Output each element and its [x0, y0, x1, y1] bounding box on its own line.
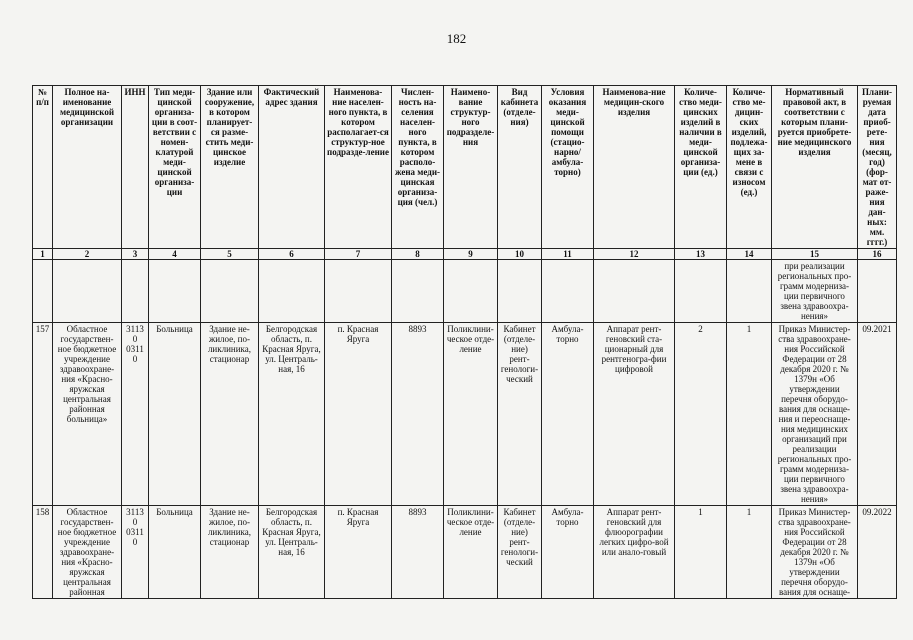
table-cell — [325, 260, 392, 323]
header-cell-qty-available: Количе-ство меди-цинских изделий в наличии в меди-цинской организа-ции (ед.) — [675, 86, 727, 249]
header-cell-date: Плани-руемая дата приоб-рете-ния (месяц, год) (фор-мат от-раже-ния дан-ных: мм. гггг.) — [858, 86, 897, 249]
table-cell — [392, 260, 444, 323]
column-number: 16 — [858, 249, 897, 260]
address-cell: Белгородская область, п. Красная Яруга, ул. Централь-ная, 16 — [259, 506, 325, 599]
cabinet-cell: Кабинет (отделе-ние) рент-генологи-ческий — [498, 506, 542, 599]
device-cell: Аппарат рент-геновский ста-ционарный для рентгеногра-фии цифровой — [594, 323, 675, 506]
table-cell — [727, 260, 772, 323]
conditions-cell: Амбула-торно — [542, 506, 594, 599]
table-cell — [259, 260, 325, 323]
column-number: 15 — [772, 249, 858, 260]
table-row — [33, 323, 897, 506]
header-cell-conditions: Условия оказания меди-цинской помощи (стацио-нарно/ амбула-торно) — [542, 86, 594, 249]
table-cell — [122, 260, 149, 323]
org-name-cell: Областное государствен-ное бюджетное учреждение здравоохране-ния «Красно-яружская центральная районная больница» — [53, 323, 122, 506]
table-cell — [33, 260, 53, 323]
column-number: 5 — [201, 249, 259, 260]
qty-available-cell: 1 — [675, 506, 727, 599]
row-number: 158 — [33, 506, 53, 599]
column-number: 12 — [594, 249, 675, 260]
table-cell — [201, 260, 259, 323]
table-cell — [444, 260, 498, 323]
settlement-cell: п. Красная Яруга — [325, 323, 392, 506]
inn-cell: 31130 03110 — [122, 323, 149, 506]
inn-cell: 31130 03110 — [122, 506, 149, 599]
header-cell-population: Числен-ность на-селения населен-ного пункта, в котором располо-жена меди-цинская организа-ция (чел.) — [392, 86, 444, 249]
table-cell — [594, 260, 675, 323]
column-number: 6 — [259, 249, 325, 260]
table-cell — [53, 260, 122, 323]
date-cell: 09.2022 — [858, 506, 897, 599]
population-cell: 8893 — [392, 323, 444, 506]
header-cell-building: Здание или сооружение, в котором планирует-ся разме-стить меди-цинское изделие — [201, 86, 259, 249]
header-cell-address: Фактический адрес здания — [259, 86, 325, 249]
qty-replace-cell: 1 — [727, 506, 772, 599]
qty-available-cell: 2 — [675, 323, 727, 506]
conditions-cell: Амбула-торно — [542, 323, 594, 506]
org-type-cell: Больница — [149, 506, 201, 599]
column-number: 11 — [542, 249, 594, 260]
row-number: 157 — [33, 323, 53, 506]
header-cell-qty-replace: Количе-ство ме-дицин-ских изделий, подлежа-щих за-мене в связи с износом (ед.) — [727, 86, 772, 249]
subdivision-cell: Поликлини-ческое отде-ление — [444, 506, 498, 599]
page-number: 182 — [446, 31, 467, 46]
header-cell-num: № п/п — [33, 86, 53, 249]
subdivision-cell: Поликлини-ческое отде-ление — [444, 323, 498, 506]
org-type-cell: Больница — [149, 323, 201, 506]
header-cell-subdivision: Наимено-вание структур-ного подразделе-ния — [444, 86, 498, 249]
header-cell-org: Полное на-именование медицинской организации — [53, 86, 122, 249]
header-cell-cabinet: Вид кабинета (отделе-ния) — [498, 86, 542, 249]
address-cell: Белгородская область, п. Красная Яруга, ул. Централь-ная, 16 — [259, 323, 325, 506]
column-number: 13 — [675, 249, 727, 260]
table-cell — [149, 260, 201, 323]
column-number-row — [33, 249, 897, 260]
settlement-cell: п. Красная Яруга — [325, 506, 392, 599]
date-cell: 09.2021 — [858, 323, 897, 506]
building-cell: Здание не-жилое, по-ликлиника, стационар — [201, 323, 259, 506]
column-number: 10 — [498, 249, 542, 260]
continuation-row — [33, 260, 897, 323]
org-name-cell: Областное государствен-ное бюджетное учреждение здравоохране-ния «Красно-яружская центральная районная — [53, 506, 122, 599]
header-cell-inn: ИНН — [122, 86, 149, 249]
column-number: 8 — [392, 249, 444, 260]
act-cell: Приказ Министер-ства здравоохране-ния Российской Федерации от 28 декабря 2020 г. № 1379н «Об утверждении перечня оборудо-вания для оснаще-ния и переоснаще-ния медицинских организаций при реализации региональных про-грамм модерниза-ции первичного звена здравоохра-нения» — [772, 323, 858, 506]
building-cell: Здание не-жилое, по-ликлиника, стационар — [201, 506, 259, 599]
header-cell-device: Наименова-ние медицин-ского изделия — [594, 86, 675, 249]
continuation-act-cell: при реализации региональных про-грамм модерниза-ции первичного звена здравоохра-нения» — [772, 260, 858, 323]
column-number: 9 — [444, 249, 498, 260]
table-row — [33, 506, 897, 599]
table-cell — [858, 260, 897, 323]
device-cell: Аппарат рент-геновский для флюорографии легких цифро-вой или анало-говый — [594, 506, 675, 599]
table-cell — [675, 260, 727, 323]
header-row — [33, 86, 897, 249]
header-cell-type: Тип меди-цинской организа-ции в соот-ветствии с номен-клатурой меди-цинской организа-ции — [149, 86, 201, 249]
table-cell — [498, 260, 542, 323]
column-number: 7 — [325, 249, 392, 260]
equipment-table — [32, 85, 897, 599]
column-number: 1 — [33, 249, 53, 260]
population-cell: 8893 — [392, 506, 444, 599]
column-number: 14 — [727, 249, 772, 260]
header-cell-settlement: Наименова-ние населен-ного пункта, в котором располагает-ся структур-ное подразде-ление — [325, 86, 392, 249]
column-number: 3 — [122, 249, 149, 260]
cabinet-cell: Кабинет (отделе-ние) рент-генологи-ческий — [498, 323, 542, 506]
column-number: 2 — [53, 249, 122, 260]
act-cell: Приказ Министер-ства здравоохране-ния Российской Федерации от 28 декабря 2020 г. № 1379н «Об утверждении перечня оборудо-вания для оснаще- — [772, 506, 858, 599]
header-cell-act: Нормативный правовой акт, в соответствии с которым плани-руется приобрете-ние медицинского изделия — [772, 86, 858, 249]
table-cell — [542, 260, 594, 323]
qty-replace-cell: 1 — [727, 323, 772, 506]
column-number: 4 — [149, 249, 201, 260]
